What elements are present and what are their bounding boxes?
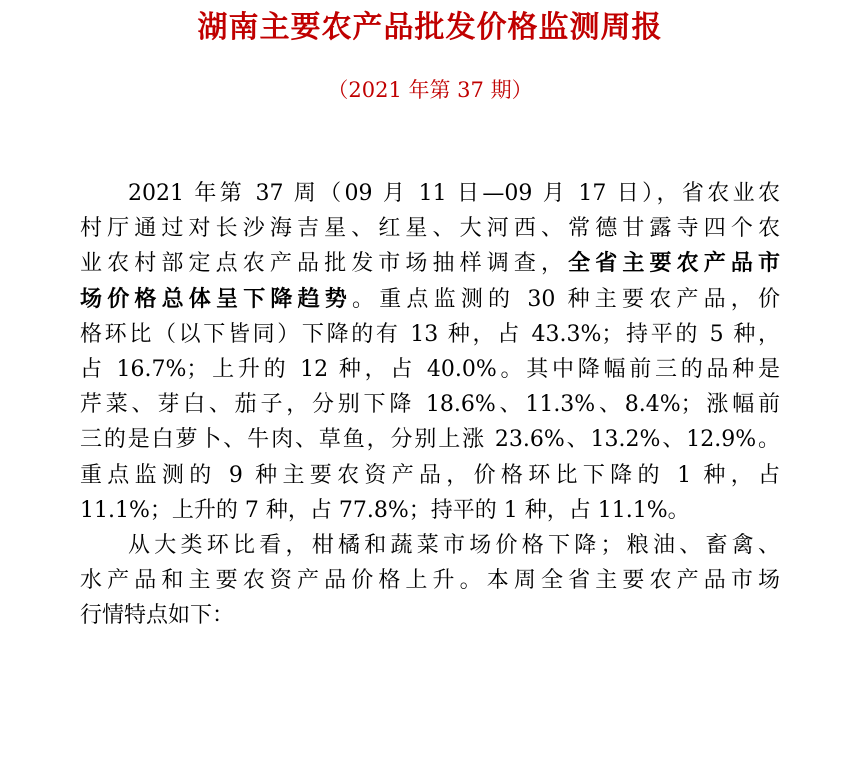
highlight-text: 场价格总体呈下降趋势 [80,285,353,312]
text-line: 水产品和主要农资产品价格上升。本周全省主要农产品市场 [80,568,780,594]
paragraph-overview [80,528,780,634]
text-line: 村厅通过对长沙海吉星、红星、大河西、常德甘露寺四个农 [80,216,780,242]
text-segment: 。重点监测的 30 种主要农产品，价 [352,286,780,312]
text-line: 重点监测的 9 种主要农资产品，价格环比下降的 1 种，占 [80,462,780,488]
text-line: 占 16.7%；上升的 12 种，占 40.0%。其中降幅前三的品种是 [80,356,780,382]
highlight-text: 全省主要农产品市 [568,250,780,277]
text-line: 芹菜、芽白、茄子，分别下降 18.6%、11.3%、8.4%；涨幅前 [80,392,780,418]
text-line: 2021 年第 37 周（09 月 11 日—09 月 17 日），省农业农 [128,181,780,206]
text-line: 格环比（以下皆同）下降的有 13 种，占 43.3%；持平的 5 种， [80,321,780,347]
text-line: 11.1%；上升的 7 种，占 77.8%；持平的 1 种，占 11.1%。 [80,497,690,523]
text-segment: 业农村部定点农产品批发市场抽样调查， [80,251,569,277]
paragraph-summary [80,176,780,528]
text-line: 三的是白萝卜、牛肉、草鱼，分别上涨 23.6%、13.2%、12.9%。 [80,427,780,453]
text-line [80,246,780,281]
text-line [80,282,780,317]
text-line: 从大类环比看，柑橘和蔬菜市场价格下降；粮油、畜禽、 [128,532,780,558]
issue-number: （2021 年第 37 期） [327,78,533,102]
report-body [80,176,780,633]
report-title: 湖南主要农产品批发价格监测周报 [197,10,663,45]
text-line: 行情特点如下： [80,603,235,629]
